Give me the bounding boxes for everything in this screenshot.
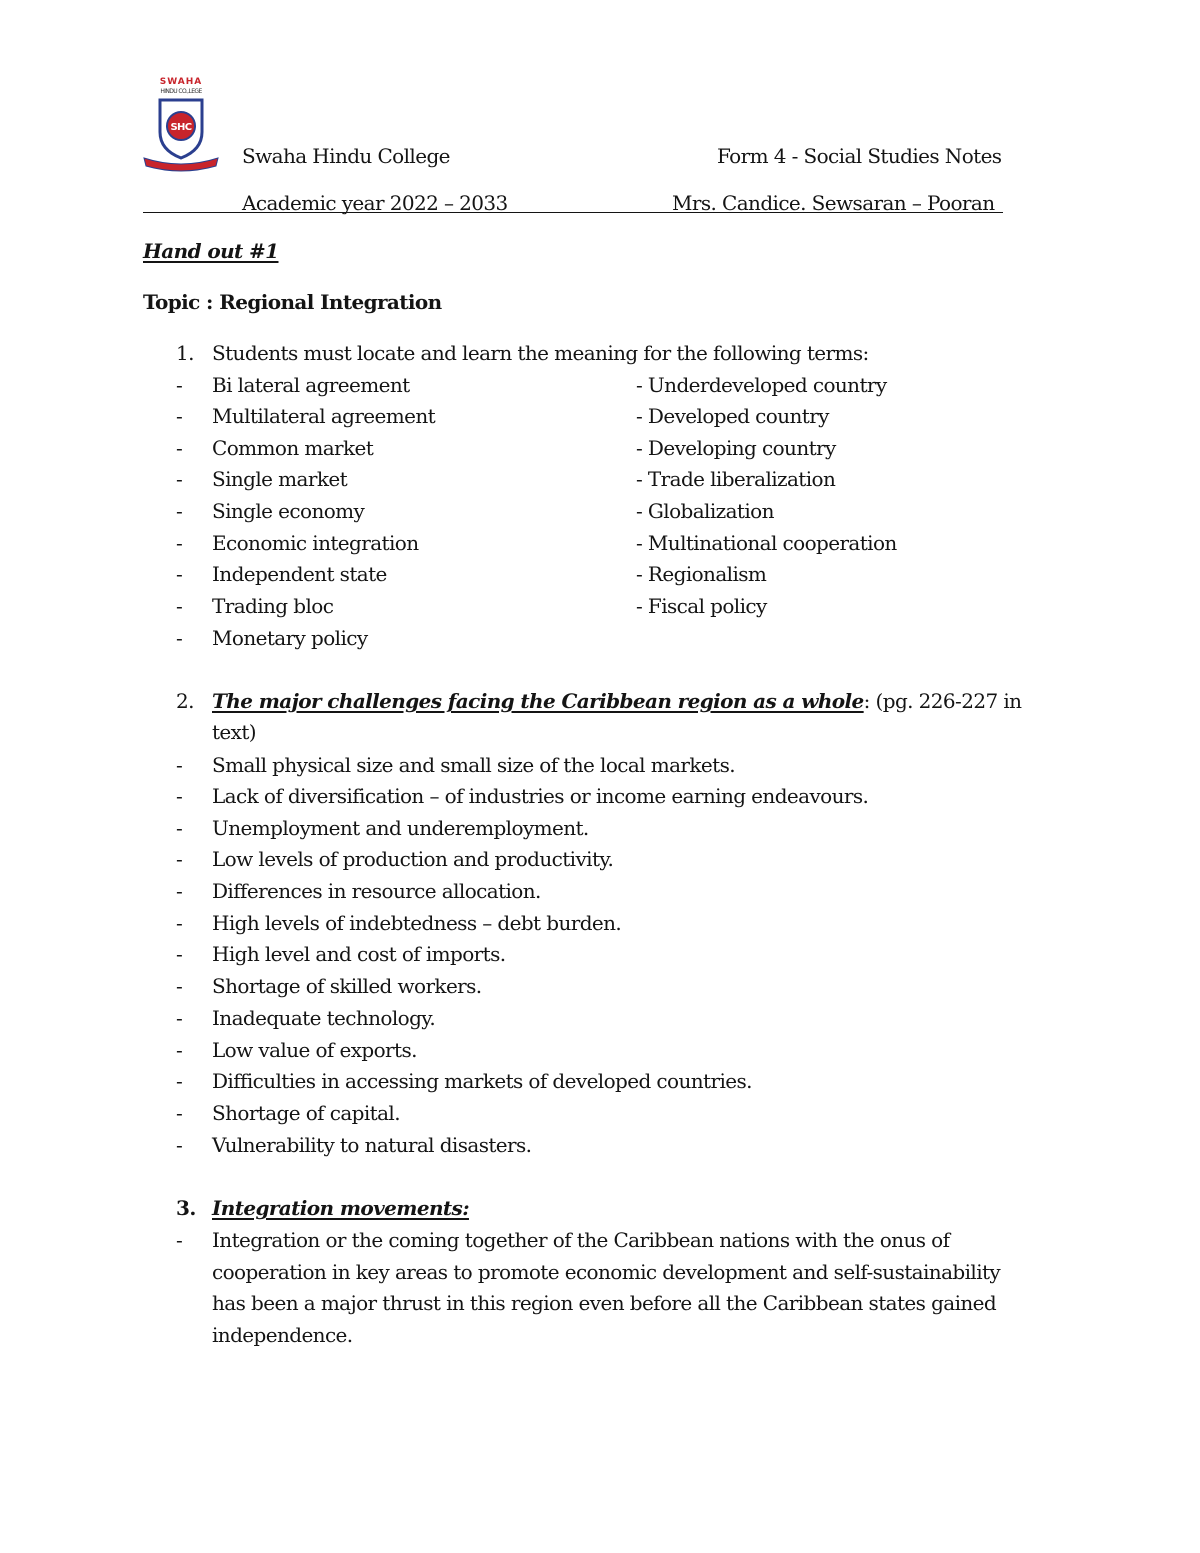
bullet-dash: - <box>176 847 183 871</box>
term-left: Trading bloc <box>212 594 334 618</box>
section-1-number: 1. <box>176 341 194 365</box>
topic-heading: Topic : Regional Integration <box>143 290 442 314</box>
section-2-heading-cont: text) <box>212 720 256 744</box>
bullet-dash: - <box>176 879 183 903</box>
bullet-dash: - <box>176 499 183 523</box>
challenge-item: Lack of diversification – of industries or income earning endeavours. <box>212 784 869 808</box>
challenge-item: Unemployment and underemployment. <box>212 816 589 840</box>
term-left: Single market <box>212 467 348 491</box>
section-3-number: 3. <box>176 1196 196 1220</box>
bullet-dash: - <box>176 1038 183 1062</box>
challenge-item: Shortage of skilled workers. <box>212 974 482 998</box>
academic-year: Academic year 2022 – 2033 <box>242 191 508 215</box>
section-1-intro: Students must locate and learn the meaning for the following terms: <box>212 341 869 365</box>
challenge-item: Difficulties in accessing markets of developed countries. <box>212 1069 752 1093</box>
term-left: Monetary policy <box>212 626 368 650</box>
college-logo <box>140 72 222 172</box>
challenge-item: Low levels of production and productivity. <box>212 847 614 871</box>
logo-arc-text: SWAHA <box>159 77 203 87</box>
logo-initials: SHC <box>170 122 192 133</box>
term-right: - Underdeveloped country <box>636 373 887 397</box>
bullet-dash: - <box>176 974 183 998</box>
school-name: Swaha Hindu College <box>242 144 450 168</box>
challenge-item: Shortage of capital. <box>212 1101 400 1125</box>
section-2-page-ref: : (pg. 226-227 in <box>863 689 1022 713</box>
term-right: - Developing country <box>636 436 836 460</box>
teacher-name: Mrs. Candice. Sewsaran – Pooran <box>672 191 995 215</box>
bullet-dash: - <box>176 436 183 460</box>
challenge-item: High levels of indebtedness – debt burden. <box>212 911 622 935</box>
bullet-dash: - <box>176 1101 183 1125</box>
bullet-dash: - <box>176 404 183 428</box>
term-right: - Developed country <box>636 404 829 428</box>
bullet-dash: - <box>176 753 183 777</box>
bullet-dash: - <box>176 562 183 586</box>
challenge-item: Inadequate technology. <box>212 1006 436 1030</box>
bullet-dash: - <box>176 911 183 935</box>
bullet-dash: - <box>176 531 183 555</box>
term-right: - Multinational cooperation <box>636 531 897 555</box>
bullet-dash: - <box>176 1133 183 1157</box>
challenge-item: High level and cost of imports. <box>212 942 506 966</box>
handout-label: Hand out #1 <box>143 239 279 263</box>
challenge-item: Low value of exports. <box>212 1038 417 1062</box>
term-left: Common market <box>212 436 374 460</box>
paragraph-line: Integration or the coming together of the Caribbean nations with the onus of <box>212 1228 950 1252</box>
bullet-dash: - <box>176 626 183 650</box>
term-left: Economic integration <box>212 531 419 555</box>
term-right: - Fiscal policy <box>636 594 767 618</box>
paragraph-line: independence. <box>212 1323 353 1347</box>
section-2-heading: The major challenges facing the Caribbean region as a whole <box>212 689 864 713</box>
challenge-item: Vulnerability to natural disasters. <box>212 1133 532 1157</box>
paragraph-line: has been a major thrust in this region even before all the Caribbean states gained <box>212 1291 997 1315</box>
bullet-dash: - <box>176 467 183 491</box>
term-left: Bi lateral agreement <box>212 373 410 397</box>
bullet-dash: - <box>176 373 183 397</box>
bullet-dash: - <box>176 816 183 840</box>
challenge-item: Small physical size and small size of the local markets. <box>212 753 736 777</box>
term-right: - Regionalism <box>636 562 767 586</box>
bullet-dash: - <box>176 942 183 966</box>
logo-sub-text: HINDU CO.,LEGE <box>160 88 202 95</box>
form-title: Form 4 - Social Studies Notes <box>717 144 1002 168</box>
section-2-heading-line <box>212 691 1021 711</box>
paragraph-line: cooperation in key areas to promote economic development and self-sustainability <box>212 1260 1001 1284</box>
term-left: Independent state <box>212 562 387 586</box>
challenge-item: Differences in resource allocation. <box>212 879 541 903</box>
bullet-dash: - <box>176 1006 183 1030</box>
term-left: Single economy <box>212 499 365 523</box>
term-right: - Trade liberalization <box>636 467 836 491</box>
section-3-heading: Integration movements: <box>212 1196 469 1220</box>
section-2-number: 2. <box>176 689 194 713</box>
logo-ribbon-icon <box>144 158 218 171</box>
bullet-dash: - <box>176 594 183 618</box>
header-rule <box>143 212 1003 213</box>
bullet-dash: - <box>176 1228 183 1252</box>
bullet-dash: - <box>176 784 183 808</box>
term-right: - Globalization <box>636 499 774 523</box>
bullet-dash: - <box>176 1069 183 1093</box>
term-left: Multilateral agreement <box>212 404 436 428</box>
